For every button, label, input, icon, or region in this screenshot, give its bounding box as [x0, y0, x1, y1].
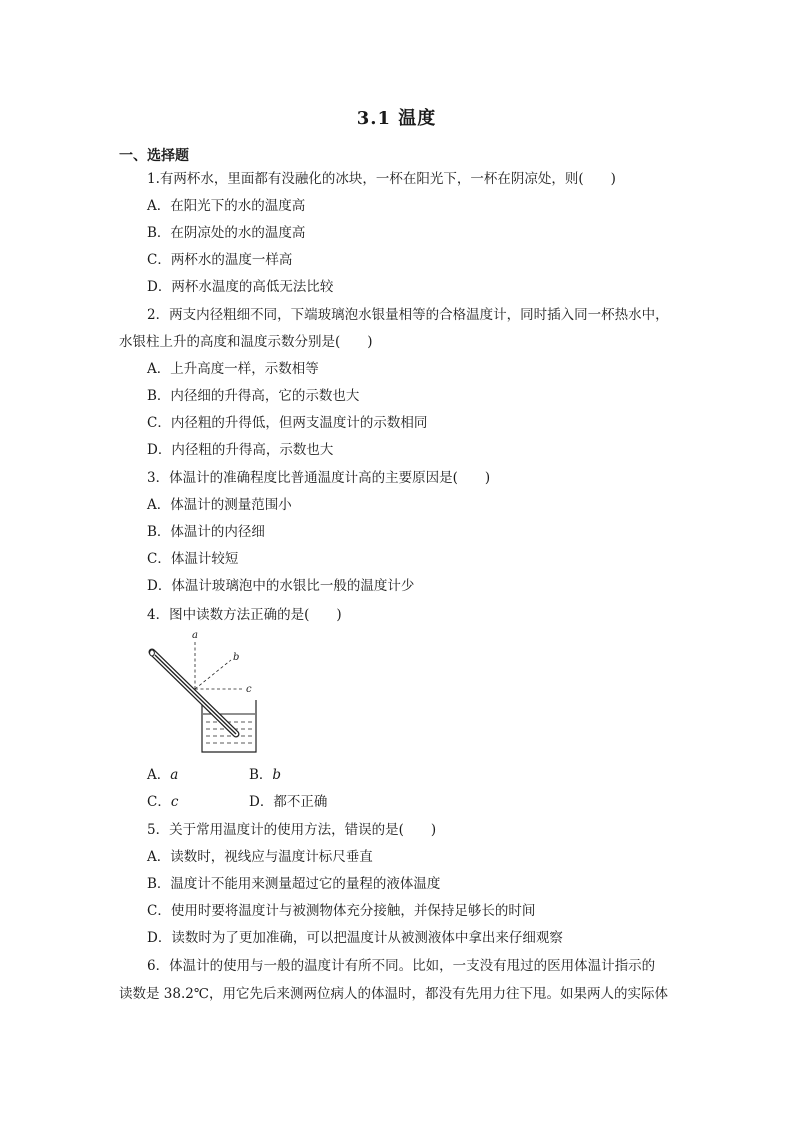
question-1-stem: 1.有两杯水，里面都有没融化的冰块，一杯在阳光下，一杯在阴凉处，则( ) — [147, 171, 616, 187]
question-2-stem-line-2: 水银柱上升的高度和温度示数分别是( ) — [119, 334, 373, 350]
figure-label-a: a — [192, 630, 198, 641]
page-title: 3.1 温度 — [356, 108, 437, 129]
question-4-option-d: D．都不正确 — [249, 794, 328, 810]
figure-label-c: c — [246, 684, 252, 695]
section-heading: 一、选择题 — [119, 148, 189, 164]
question-4-stem: 4．图中读数方法正确的是( ) — [147, 607, 342, 623]
question-1-option-b: B．在阴凉处的水的温度高 — [147, 225, 306, 241]
question-2-stem-line-1: 2．两支内径粗细不同，下端玻璃泡水银量相等的合格温度计，同时插入同一杯热水中， — [147, 307, 669, 323]
figure-label-b: b — [233, 652, 240, 663]
question-6-stem-line-1: 6．体温计的使用与一般的温度计有所不同。比如，一支没有甩过的医用体温计指示的 — [147, 958, 656, 974]
question-1-option-d: D．两杯水温度的高低无法比较 — [147, 279, 334, 295]
question-2-option-b: B．内径细的升得高，它的示数也大 — [147, 388, 360, 404]
question-3-option-b: B．体温计的内径细 — [147, 524, 265, 540]
question-2-option-c: C．内径粗的升得低，但两支温度计的示数相同 — [147, 415, 428, 431]
question-6-stem-line-2: 读数是 38.2℃，用它先后来测两位病人的体温时，都没有先用力往下甩。如果两人的实际体 — [119, 986, 668, 1002]
question-5-option-d: D．读数时为了更加准确，可以把温度计从被测液体中拿出来仔细观察 — [147, 930, 563, 946]
thermometer-icon — [150, 650, 236, 734]
question-1-option-c: C．两杯水的温度一样高 — [147, 252, 293, 268]
question-3-option-c: C．体温计较短 — [147, 551, 239, 567]
question-3-option-a: A．体温计的测量范围小 — [147, 497, 292, 513]
question-5-option-b: B．温度计不能用来测量超过它的量程的液体温度 — [147, 876, 441, 892]
question-4-option-a: A．a — [147, 767, 179, 783]
question-5-option-a: A．读数时，视线应与温度计标尺垂直 — [147, 849, 373, 865]
question-5-option-c: C．使用时要将温度计与被测物体充分接触，并保持足够长的时间 — [147, 903, 536, 919]
sight-lines — [195, 640, 244, 689]
question-2-option-d: D．内径粗的升得高，示数也大 — [147, 442, 334, 458]
thermometer-reading-figure — [146, 630, 266, 755]
question-3-stem: 3．体温计的准确程度比普通温度计高的主要原因是( ) — [147, 470, 491, 486]
question-3-option-d: D．体温计玻璃泡中的水银比一般的温度计少 — [147, 578, 415, 594]
question-4-option-c: C．c — [147, 794, 179, 810]
question-2-option-a: A．上升高度一样，示数相等 — [147, 361, 319, 377]
question-1-option-a: A．在阳光下的水的温度高 — [147, 198, 306, 214]
question-4-option-b: B．b — [249, 767, 282, 783]
question-5-stem: 5．关于常用温度计的使用方法，错误的是( ) — [147, 822, 437, 838]
